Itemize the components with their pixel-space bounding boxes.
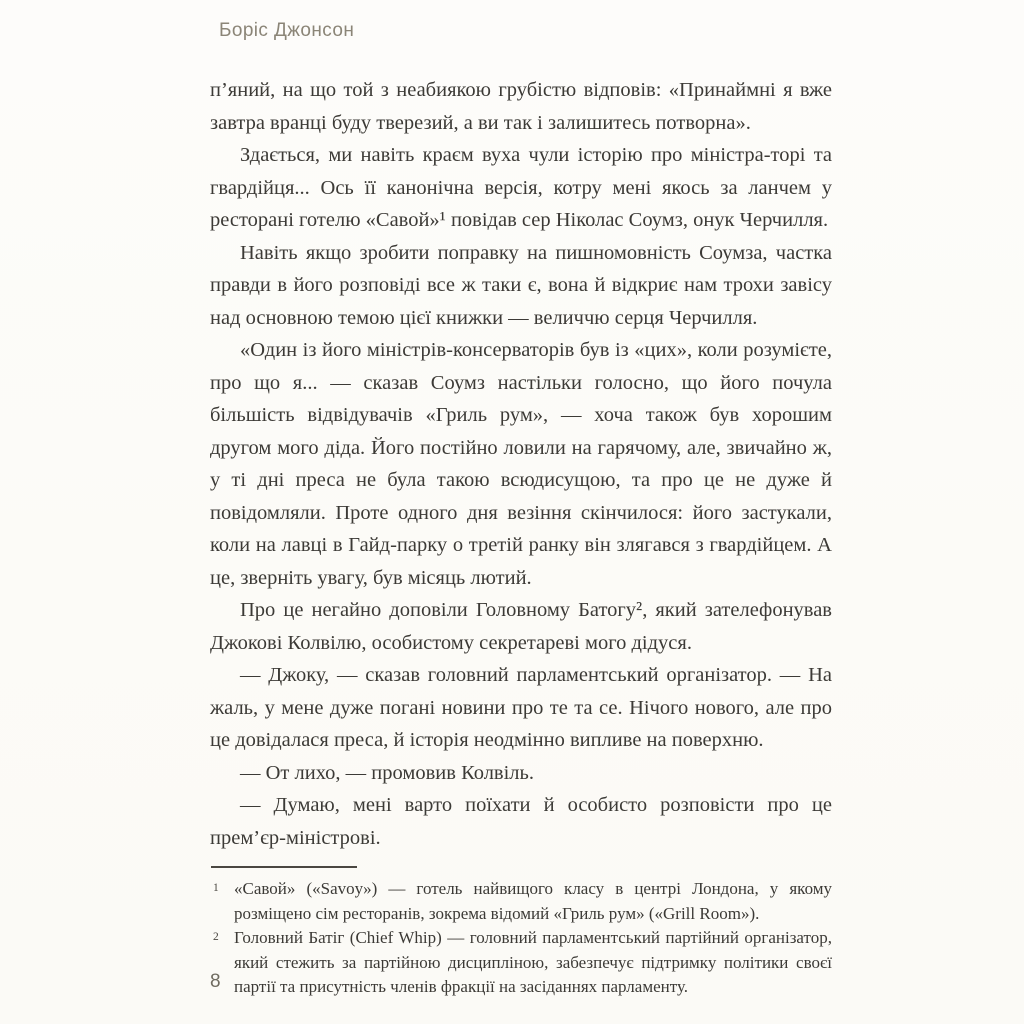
- footnote: [210, 877, 832, 926]
- footnotes-section: [210, 866, 832, 1000]
- paragraph: Навіть якщо зробити поправку на пишномовність Соумза, частка правди в його розповіді все ж таки є, вона й відкриє нам трохи завісу над основною темою цієї книжки — величчю серця Черчилля.: [210, 241, 832, 329]
- paragraph: Про це негайно доповіли Головному Батогу², який зателефонував Джокові Колвілю, особистому секретареві мого дідуся.: [210, 599, 832, 654]
- footnote-separator-rule: [211, 866, 357, 868]
- page-number: 8: [210, 971, 221, 992]
- paragraph: — Думаю, мені варто поїхати й особисто розповісти про це прем’єр-міністрові.: [210, 794, 832, 849]
- footnote-text: «Савой» («Savoy») — готель найвищого класу в центрі Лондона, у якому розміщено сім ресторанів, зокрема відомий «Гриль рум» («Grill Room»).: [234, 879, 832, 923]
- footnote-marker: 2: [213, 931, 219, 943]
- body-text: [210, 74, 832, 1000]
- paragraph: — От лихо, — промовив Колвіль.: [240, 761, 535, 784]
- running-header: Боріс Джонсон: [219, 20, 355, 41]
- paragraph: «Один із його міністрів-консерваторів був із «цих», коли розумієте, про що я... — сказав Соумз настільки голосно, що його почула більшість відвідувачів «Гриль рум», — хоча також був хорошим другом мого діда. Його постійно ловили на гарячому, але, звичайно ж, у ті дні преса не була такою всюдисущою, та про це не дуже й повідомляли. Проте одного дня везіння скінчилося: його застукали, коли на лавці в Гайд-парку о третій ранку він злягався з гвардійцем. А це, зверніть увагу, був місяць лютий.: [210, 339, 832, 589]
- footnote-marker: 1: [213, 882, 219, 894]
- paragraph-continuation: п’яний, на що той з неабиякою грубістю відповів: «Принаймні я вже завтра вранці буду тверезий, а ви так і залишитесь потворна».: [210, 79, 832, 134]
- paragraph: — Джоку, — сказав головний парламентський організатор. — На жаль, у мене дуже погані новини про те та се. Нічого нового, але про це довідалася преса, й історія неодмінно випливе на поверхню.: [210, 664, 832, 751]
- footnote-text: Головний Батіг (Chief Whip) — головний парламентський партійний організатор, який стежить за партійною дисципліною, забезпечує підтримку політики своєї партії та присутність членів фракції на засіданнях парламенту.: [234, 928, 832, 996]
- paragraph: Здається, ми навіть краєм вуха чули історію про міністра-торі та гвардійця... Ось її канонічна версія, котру мені якось за ланчем у ресторані готелю «Савой»¹ повідав сер Ніколас Соумз, онук Черчилля.: [210, 144, 832, 231]
- footnote: [210, 926, 832, 1000]
